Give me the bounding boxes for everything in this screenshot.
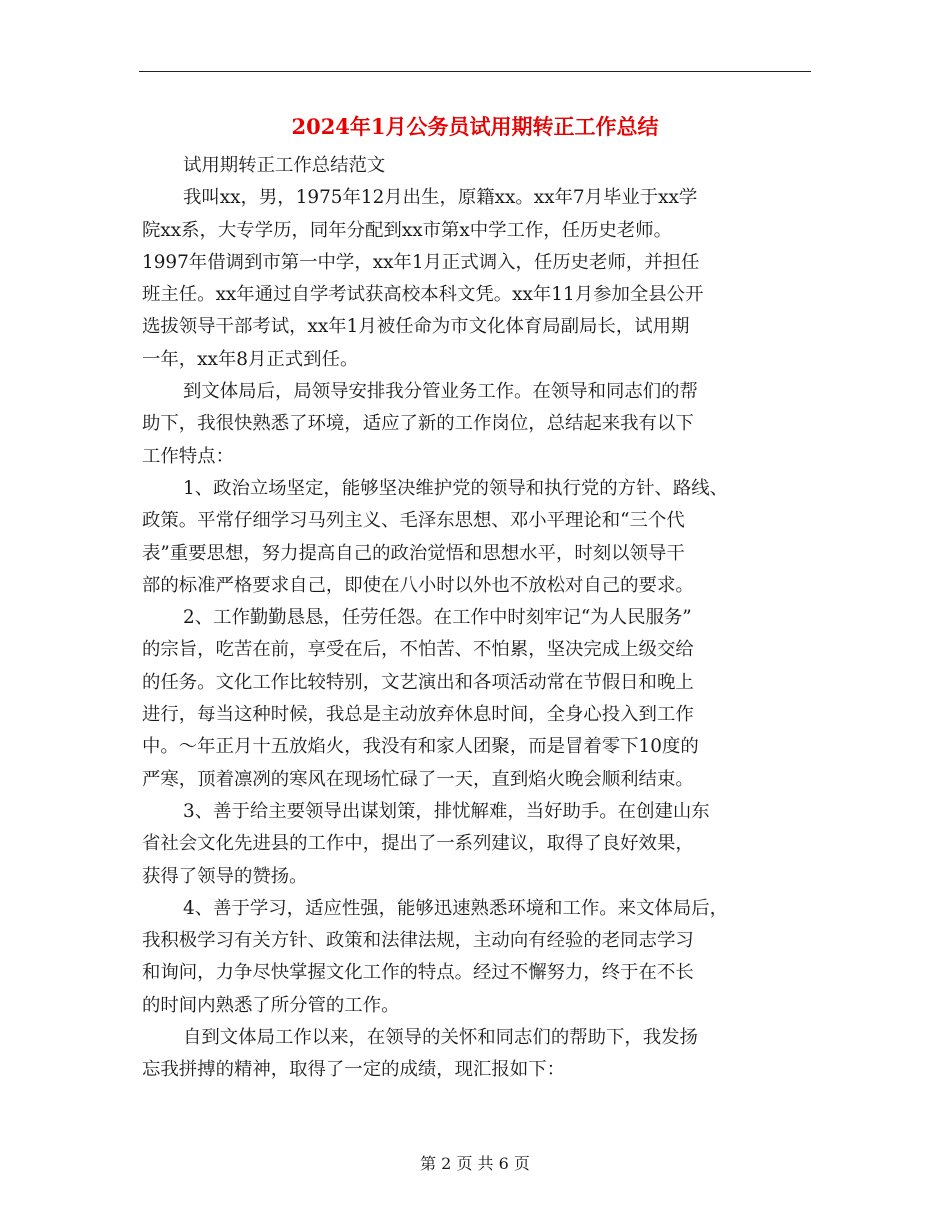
paragraph-line: 和询问，力争尽快掌握文化工作的特点。经过不懈努力，终于在不长: [142, 962, 694, 984]
paragraph-line: 选拔领导干部考试，xx年1月被任命为市文化体育局副局长，试用期: [142, 316, 690, 338]
paragraph-line: 严寒，顶着凛冽的寒风在现场忙碌了一天，直到焰火晚会顺利结束。: [142, 768, 694, 790]
paragraph-line: 1997年借调到市第一中学，xx年1月正式调入，任历史老师，并担任: [142, 251, 700, 273]
paragraph-line: 忘我拼搏的精神，取得了一定的成绩，现汇报如下：: [142, 1059, 565, 1081]
paragraph-first-line: 4、善于学习，适应性强，能够迅速熟悉环境和工作。来文体局后，: [183, 897, 729, 919]
paragraph-line: 中。～年正月十五放焰火，我没有和家人团聚，而是冒着零下10度的: [142, 736, 699, 758]
paragraph-line: 获得了领导的赞扬。: [142, 865, 308, 887]
paragraph-line: 的时间内熟悉了所分管的工作。: [142, 994, 400, 1016]
paragraph-first-line: 2、工作勤勤恳恳，任劳任怨。在工作中时刻牢记“为人民服务”: [183, 607, 692, 629]
paragraph-first-line: 3、善于给主要领导出谋划策，排忧解难，当好助手。在创建山东: [183, 800, 710, 822]
paragraph-line: 省社会文化先进县的工作中，提出了一系列建议，取得了良好效果，: [142, 833, 694, 855]
paragraph-line: 部的标准严格要求自己，即使在八小时以外也不放松对自己的要求。: [142, 574, 694, 596]
paragraph-line: 表”重要思想，努力提高自己的政治觉悟和思想水平，时刻以领导干: [142, 542, 685, 564]
paragraph-line: 我积极学习有关方针、政策和法律法规，主动向有经验的老同志学习: [142, 930, 694, 952]
paragraph-line: 院xx系，大专学历，同年分配到xx市第x中学工作，任历史老师。: [142, 219, 673, 241]
paragraph-first-line: 到文体局后，局领导安排我分管业务工作。在领导和同志们的帮: [183, 381, 698, 403]
paragraph-line: 进行，每当这种时候，我总是主动放弃休息时间，全身心投入到工作: [142, 704, 694, 726]
paragraph-first-line: 试用期转正工作总结范文: [183, 155, 386, 176]
paragraph-line: 一年，xx年8月正式到任。: [142, 348, 359, 370]
paragraph-first-line: 1、政治立场坚定，能够坚决维护党的领导和执行党的方针、路线、: [183, 477, 729, 499]
paragraph-line: 助下，我很快熟悉了环境，适应了新的工作岗位，总结起来我有以下: [142, 413, 694, 435]
header-rule: [139, 71, 811, 72]
document-title: 2024年1月公务员试用期转正工作总结: [291, 114, 659, 139]
paragraph-line: 工作特点：: [142, 445, 234, 467]
page-number: 第 2 页 共 6 页: [420, 1154, 530, 1173]
document-body: [142, 150, 814, 1087]
paragraph-line: 的宗旨，吃苦在前，享受在后，不怕苦、不怕累，坚决完成上级交给: [142, 639, 694, 661]
paragraph-line: 班主任。xx年通过自学考试获高校本科文凭。xx年11月参加全县公开: [142, 284, 704, 306]
paragraph-line: 政策。平常仔细学习马列主义、毛泽东思想、邓小平理论和“三个代: [142, 510, 685, 532]
paragraph-first-line: 自到文体局工作以来，在领导的关怀和同志们的帮助下，我发扬: [183, 1027, 698, 1049]
paragraph-line: 的任务。文化工作比较特别，文艺演出和各项活动常在节假日和晚上: [142, 671, 694, 693]
paragraph-first-line: 我叫xx，男，1975年12月出生，原籍xx。xx年7月毕业于xx学: [183, 187, 698, 209]
